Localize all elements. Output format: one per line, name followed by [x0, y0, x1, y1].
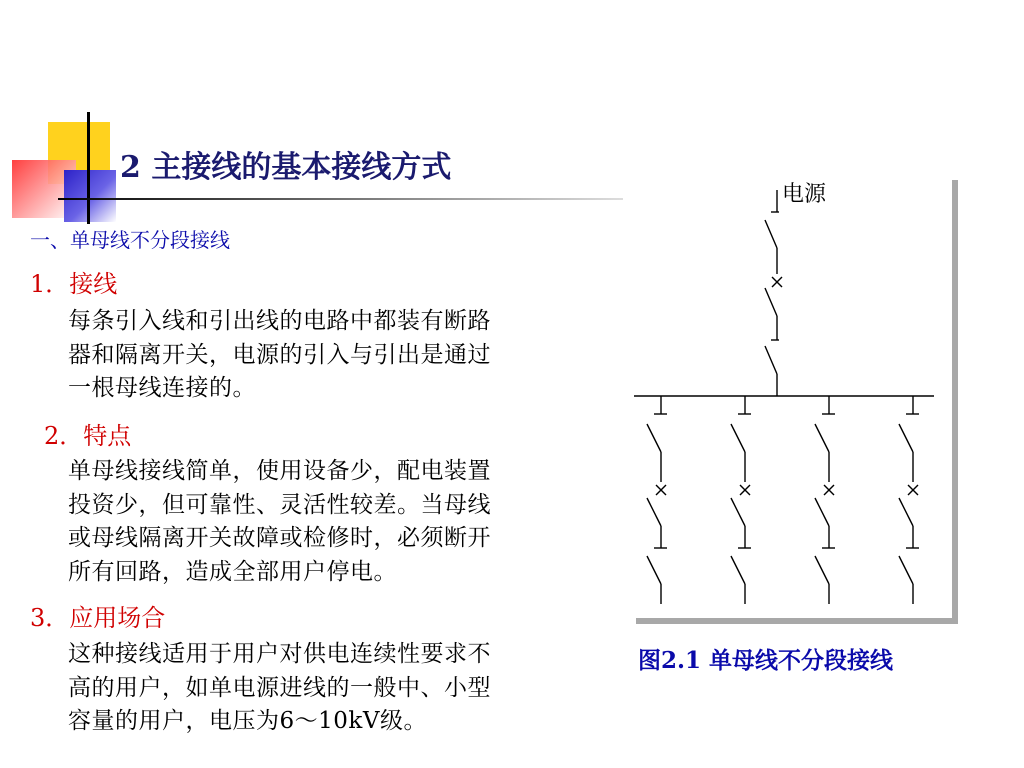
paragraph-line: 每条引入线和引出线的电路中都装有断路	[68, 308, 491, 334]
item-heading-wiring: 1．接线	[30, 270, 118, 298]
paragraph-line: 高的用户，如单电源进线的一般中、小型	[68, 674, 491, 701]
section-heading: 一、单母线不分段接线	[30, 228, 230, 252]
paragraph-line: 器和隔离开关，电源的引入与引出是通过	[68, 341, 491, 368]
paragraph-wiring	[68, 305, 608, 406]
paragraph-line: 单母线接线简单，使用设备少，配电装置	[68, 458, 491, 484]
paragraph-line: 投资少，但可靠性、灵活性较差。当母线	[68, 491, 491, 518]
paragraph-line: 所有回路，造成全部用户停电。	[68, 558, 397, 585]
item-heading-features: 2．特点	[44, 422, 132, 450]
decor-blue-square	[64, 170, 116, 222]
paragraph-features	[68, 455, 608, 589]
paragraph-application	[68, 638, 608, 739]
slide-title: 2 主接线的基本接线方式	[120, 150, 452, 185]
paragraph-line: 或母线隔离开关故障或检修时，必须断开	[68, 525, 491, 551]
title-underline	[58, 198, 623, 200]
paragraph-line: 一根母线连接的。	[68, 375, 256, 401]
single-busbar-diagram	[628, 176, 962, 628]
source-label: 电源	[782, 182, 827, 207]
item-heading-application: 3．应用场合	[30, 604, 166, 632]
figure-caption: 图2.1 单母线不分段接线	[638, 647, 894, 674]
diagram-frame	[630, 176, 952, 618]
paragraph-line: 这种接线适用于用户对供电连续性要求不	[68, 641, 491, 667]
paragraph-line: 容量的用户，电压为6～10kV级。	[68, 708, 427, 734]
decor-vertical-line	[87, 112, 90, 224]
